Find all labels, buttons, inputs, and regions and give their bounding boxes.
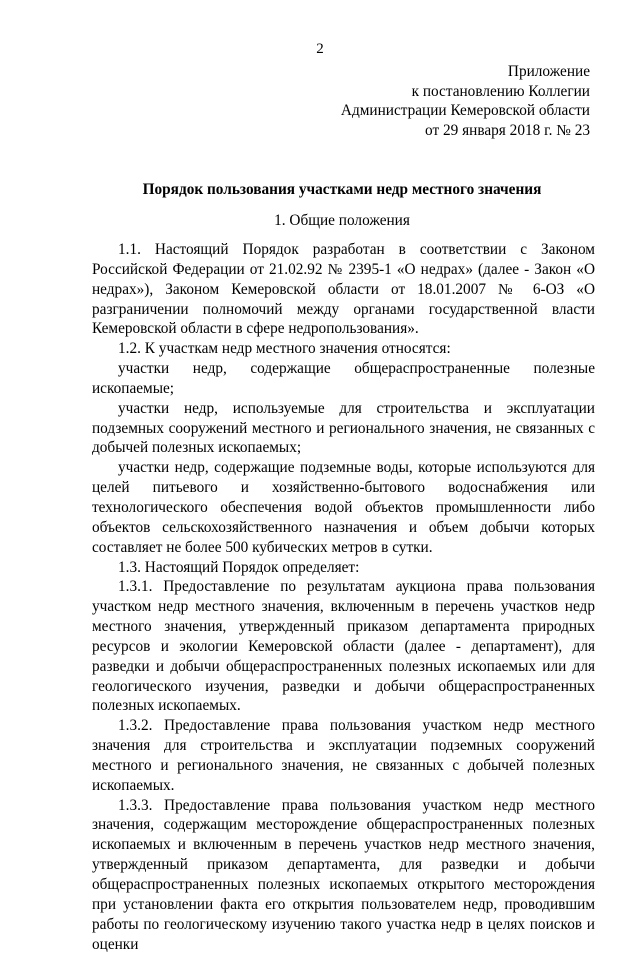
appendix-line: к постановлению Коллегии <box>411 82 590 100</box>
appendix-line: Администрации Кемеровской области <box>340 102 590 119</box>
paragraph: 1.3.1. Предоставление по результатам аукциона права пользования участком недр местного значения, включенным в перечень участков недр местного значения, утвержденный приказом департамента природных ресурсов и экологии Кемеровской области (далее - департамент), для разведки и добычи общераспространенных полезных ископаемых или для геологического изучения, разведки и добычи общераспространенных полезных ископаемых. <box>92 578 595 715</box>
paragraph: 1.3. Настоящий Порядок определяет: <box>118 558 360 576</box>
paragraph: 1.3.3. Предоставление права пользования участком недр местного значения, содержащим месторождение общераспространенных полезных ископаемых и включенным в перечень участков недр местного значения, утвержденный приказом департамента, для разведки и добычи общераспространенных полезных ископаемых открытого месторождения при установлении факта его открытия пользователем недр, проводившим работы по геологическому изучению такого участка недр в целях поисков и оценки <box>92 796 595 953</box>
paragraph: 1.1. Настоящий Порядок разработан в соответствии с Законом Российской Федерации от 21.02.92 № 2395-1 «О недрах» (далее - Закон «О недрах»), Законом Кемеровской области от 18.01.2007 № 6-ОЗ «О разграничении полномочий между органами государственной власти Кемеровской области в сфере недропользования». <box>92 241 595 338</box>
paragraph: участки недр, используемые для строительства и эксплуатации подземных сооружений местного и регионального значения, не связанных с добычей полезных ископаемых; <box>92 399 595 457</box>
page-number: 2 <box>316 41 324 57</box>
document-body <box>92 240 595 954</box>
appendix-line: от 29 января 2018 г. № 23 <box>425 121 590 139</box>
document-title: Порядок пользования участками недр местного значения <box>142 181 542 198</box>
paragraph: 1.3.2. Предоставление права пользования участком недр местного значения для строительства и эксплуатации подземных сооружений местного и регионального значения, не связанных с добычей полезных ископаемых. <box>92 717 595 794</box>
paragraph: участки недр, содержащие общераспространенные полезные ископаемые; <box>92 360 595 397</box>
appendix-header <box>300 62 590 140</box>
paragraph: 1.2. К участкам недр местного значения относятся: <box>118 340 451 358</box>
paragraph: участки недр, содержащие подземные воды, которые используются для целей питьевого и хозяйственно-бытового водоснабжения или технологического обеспечения водой объектов промышленности либо объектов сельскохозяйственного назначения и объем добычи которых составляет не более 500 кубических метров в сутки. <box>92 459 595 556</box>
appendix-line: Приложение <box>507 63 590 80</box>
section-title: 1. Общие положения <box>274 212 410 229</box>
